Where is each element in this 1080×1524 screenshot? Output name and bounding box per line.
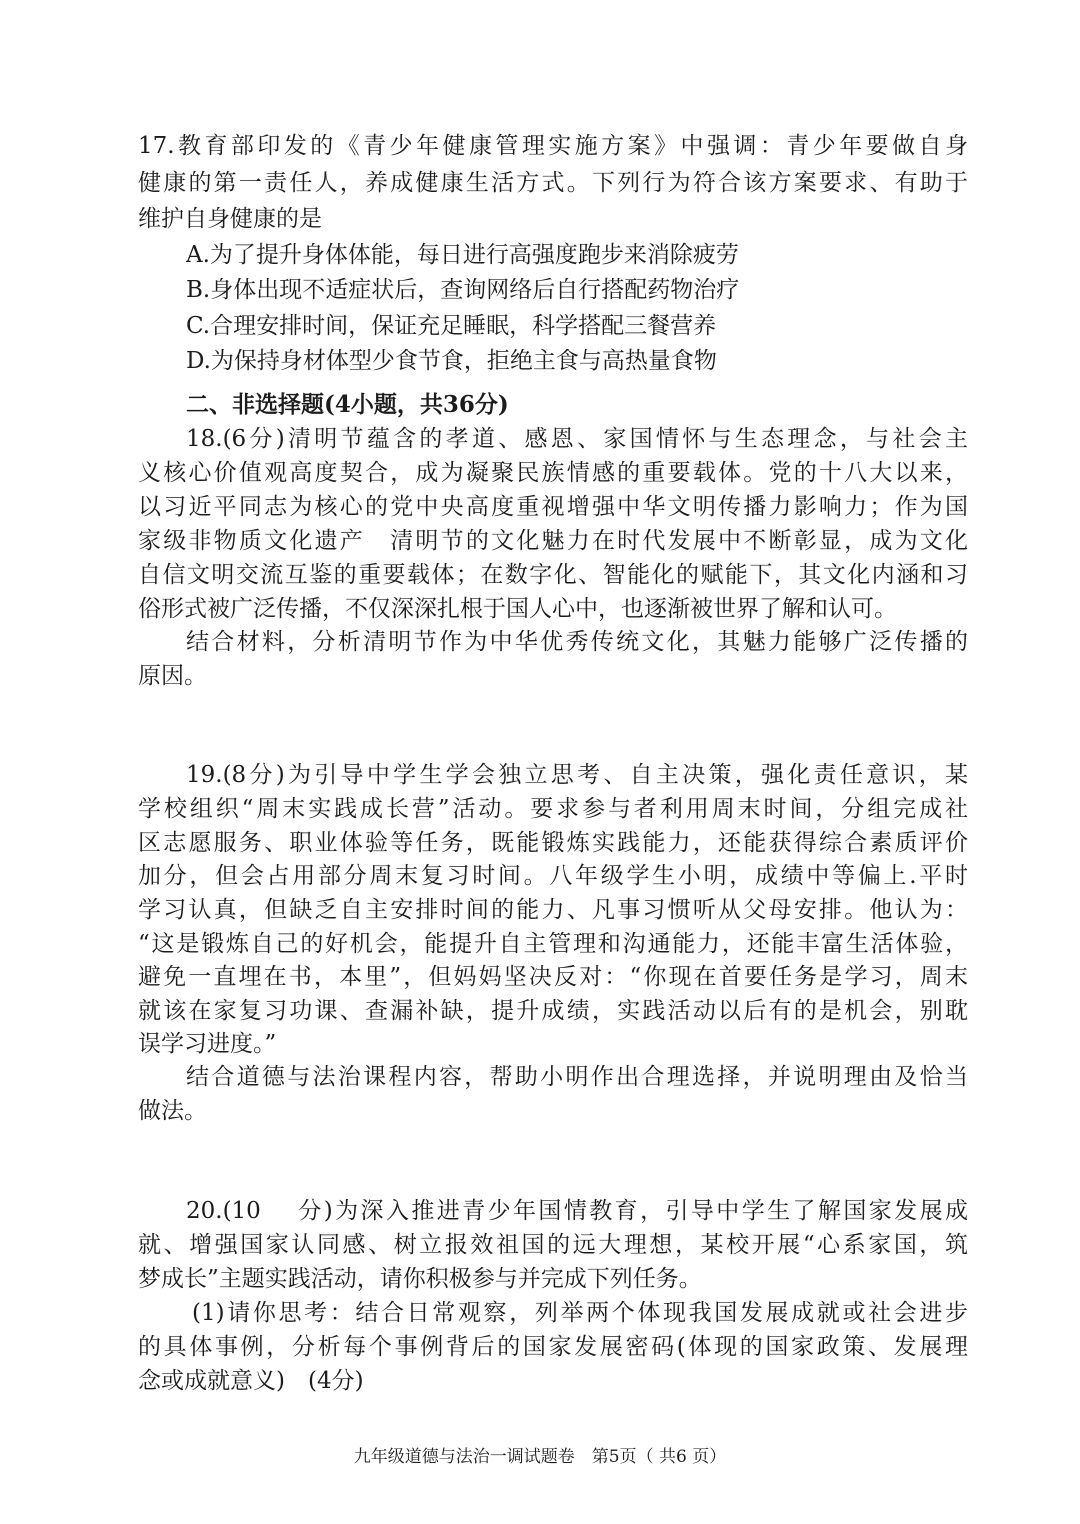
- question-17-option-c: C.合理安排时间，保证充足睡眠，科学搭配三餐营养: [186, 313, 717, 339]
- question-17-option-d: D.为保持身材体型少食节食，拒绝主食与高热量食物: [186, 348, 717, 374]
- question-19-prompt-line-1: 结合道德与法治课程内容，帮助小明作出合理选择，并说明理由及恰当: [186, 1064, 968, 1090]
- question-20-task-1-line-3: 念或成就意义) (4分): [138, 1368, 364, 1394]
- question-20-task-1-line-2: 的具体事例，分析每个事例背后的国家发展密码(体现的国家政策、发展理: [138, 1334, 968, 1360]
- question-18-prompt-line-2: 原因。: [138, 663, 207, 689]
- question-19-line-3: 区志愿服务、职业体验等任务，既能锻炼实践能力，还能获得综合素质评价: [138, 830, 968, 856]
- question-19-line-6: “这是锻炼自己的好机会，能提升自主管理和沟通能力，还能丰富生活体验，: [138, 931, 968, 957]
- question-19-line-9: 误学习进度。”: [138, 1031, 277, 1057]
- question-20-line-2: 就、增强国家认同感、树立报效祖国的远大理想，某校开展“心系家国，筑: [138, 1232, 968, 1258]
- question-19-line-2: 学校组织“周末实践成长营”活动。要求参与者利用周末时间，分组完成社: [138, 796, 968, 822]
- question-17-option-a: A.为了提升身体体能，每日进行高强度跑步来消除疲劳: [186, 242, 739, 268]
- question-19-line-8: 就该在家复习功课、查漏补缺，提升成绩，实践活动以后有的是机会，别耽: [138, 998, 968, 1024]
- question-17-stem-line-3: 维护自身健康的是: [138, 206, 322, 232]
- question-19-line-1: 19.(8分)为引导中学生学会独立思考、自主决策，强化责任意识，某: [186, 762, 968, 788]
- question-17-stem-line-1: 17.教育部印发的《青少年健康管理实施方案》中强调：青少年要做自身: [138, 133, 968, 159]
- question-18-line-5: 自信文明交流互鉴的重要载体；在数字化、智能化的赋能下，其文化内涵和习: [138, 562, 968, 588]
- question-18-line-4: 家级非物质文化遗产 清明节的文化魅力在时代发展中不断彰显，成为文化: [138, 528, 968, 554]
- question-19-prompt-line-2: 做法。: [138, 1098, 207, 1124]
- question-18-line-3: 以习近平同志为核心的党中央高度重视增强中华文明传播力影响力；作为国: [138, 494, 968, 520]
- question-18-line-1: 18.(6分)清明节蕴含的孝道、感恩、家国情怀与生态理念，与社会主: [186, 426, 968, 452]
- question-17-option-b: B.身体出现不适症状后，查询网络后自行搭配药物治疗: [186, 277, 740, 303]
- question-20-line-3: 梦成长”主题实践活动，请你积极参与并完成下列任务。: [138, 1266, 702, 1292]
- question-19-line-4: 加分，但会占用部分周末复习时间。八年级学生小明，成绩中等偏上.平时: [138, 863, 968, 889]
- question-20-task-1-line-1: (1)请你思考：结合日常观察，列举两个体现我国发展成就或社会进步: [192, 1300, 968, 1326]
- section-2-heading: 二、非选择题(4小题，共36分): [186, 391, 509, 418]
- question-17-stem-line-2: 健康的第一责任人，养成健康生活方式。下列行为符合该方案要求、有助于: [138, 170, 968, 196]
- question-20-line-1: 20.(10 分)为深入推进青少年国情教育，引导中学生了解国家发展成: [186, 1198, 968, 1224]
- question-19-line-5: 学习认真，但缺乏自主安排时间的能力、凡事习惯听从父母安排。他认为：: [138, 897, 968, 923]
- question-18-line-2: 义核心价值观高度契合，成为凝聚民族情感的重要载体。党的十八大以来，: [138, 460, 968, 486]
- question-19-line-7: 避免一直埋在书，本里”，但妈妈坚决反对：“你现在首要任务是学习，周末: [138, 964, 968, 990]
- question-18-line-6: 俗形式被广泛传播，不仅深深扎根于国人心中，也逐渐被世界了解和认可。: [138, 596, 897, 622]
- question-18-prompt-line-1: 结合材料，分析清明节作为中华优秀传统文化，其魅力能够广泛传播的: [186, 629, 968, 655]
- page-footer: 九年级道德与法治一调试题卷 第5页（ 共6 页）: [353, 1447, 727, 1467]
